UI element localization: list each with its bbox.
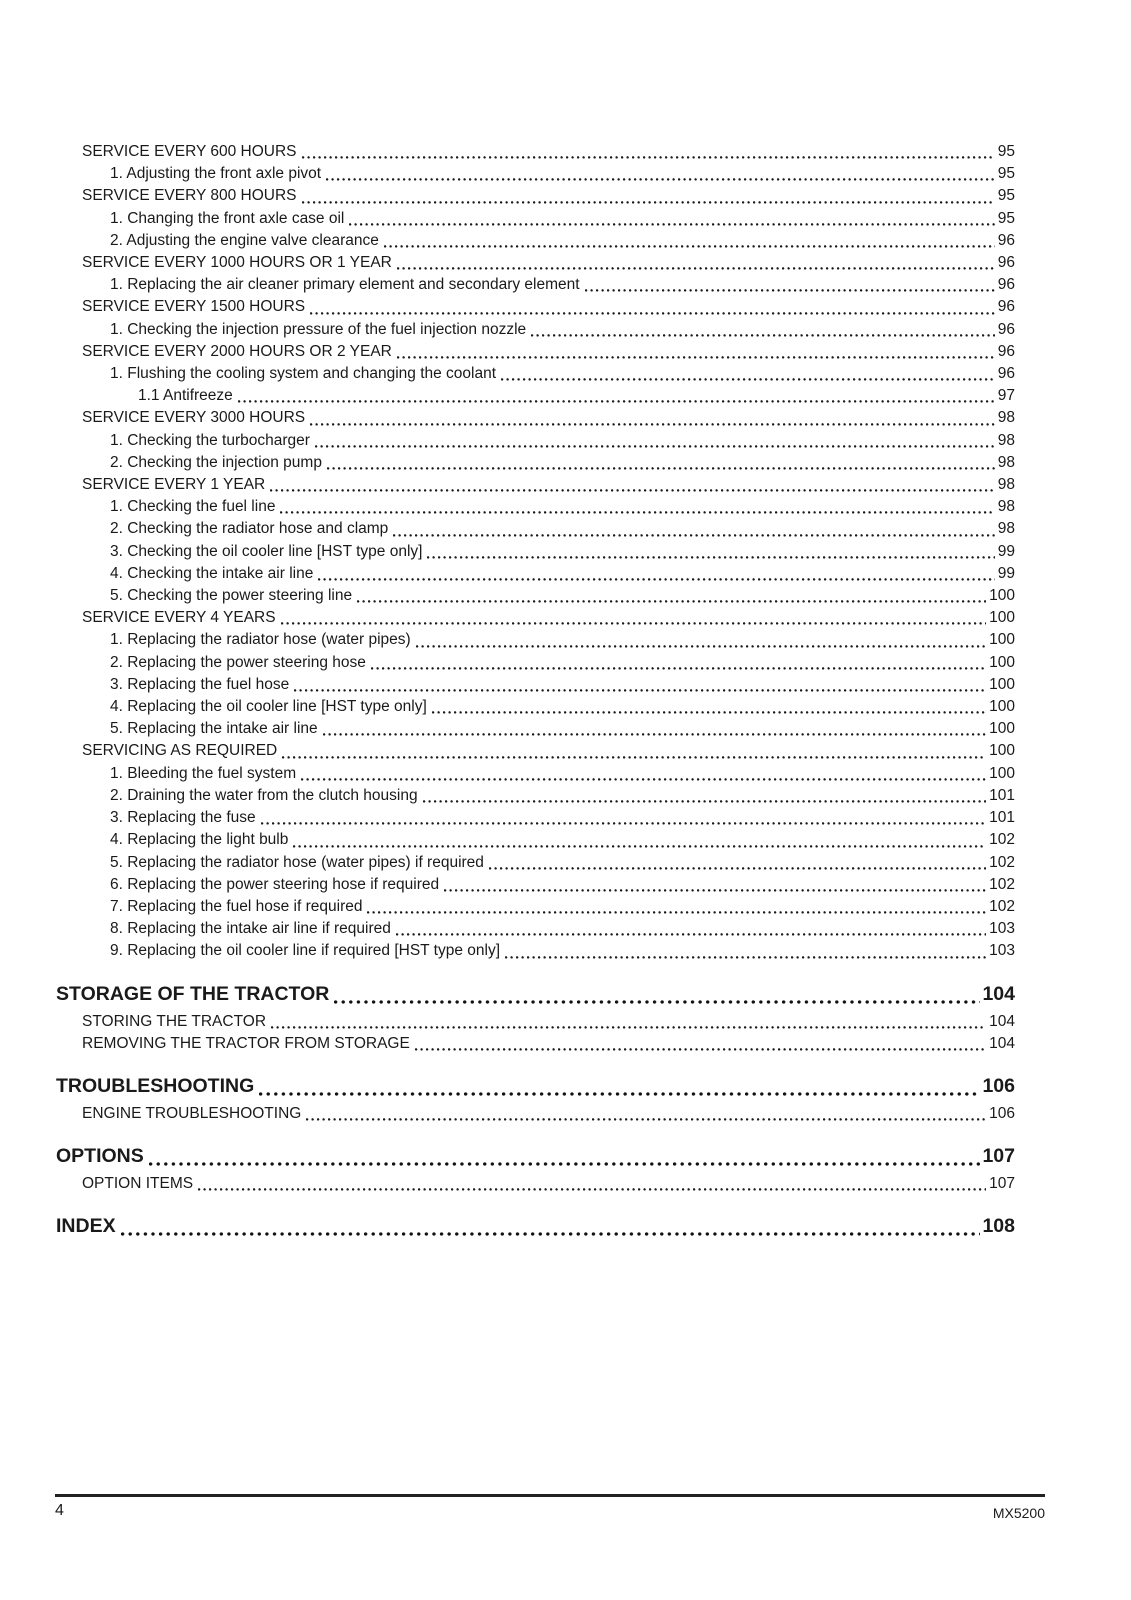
dot-leader [326,178,995,181]
dot-leader [149,1162,981,1166]
toc-entry [56,940,1015,962]
toc-entry-page: 108 [982,1215,1015,1238]
dot-leader [327,467,995,470]
toc-entry-label: 4. Replacing the light bulb [110,831,289,849]
toc-entry [56,652,1015,674]
toc-entry [56,252,1015,274]
toc-entry-label: 1. Adjusting the front axle pivot [110,165,322,183]
dot-leader [306,1118,986,1121]
dot-leader [323,733,986,736]
toc-entry-page: 102 [989,853,1015,871]
toc-entry-page: 103 [989,920,1015,938]
toc-entry [56,607,1015,629]
toc-entry-page: 102 [989,831,1015,849]
toc-entry [56,452,1015,474]
dot-leader [415,1048,986,1051]
toc-entry-page: 104 [989,1034,1015,1052]
toc-entry [56,696,1015,718]
toc-entry-page: 98 [997,431,1015,449]
toc-entry-page: 98 [997,476,1015,494]
dot-leader [281,622,987,625]
toc-entry [56,141,1015,163]
toc-entry-page: 100 [989,587,1015,605]
dot-leader [531,334,995,337]
toc-entry-label: SERVICE EVERY 2000 HOURS OR 2 YEAR [82,342,392,360]
toc-entry [56,363,1015,385]
dot-leader [349,223,994,226]
toc-entry-label: 1. Replacing the air cleaner primary element and secondary element [110,276,580,294]
toc-entry-page: 98 [997,498,1015,516]
toc-entry-label: 5. Replacing the intake air line [110,720,318,738]
toc-entry-label: SERVICE EVERY 1500 HOURS [82,298,306,316]
dot-leader [501,378,995,381]
toc-entry-page: 102 [989,875,1015,893]
toc-entry-page: 95 [997,209,1015,227]
dot-leader [432,711,986,714]
dot-leader [393,534,994,537]
toc-entry-page: 95 [997,165,1015,183]
toc-entry-label: 2. Draining the water from the clutch housing [110,786,418,804]
toc-entry-page: 106 [989,1104,1015,1122]
toc-entry-page: 99 [997,542,1015,560]
toc-entry-label: ENGINE TROUBLESHOOTING [82,1104,302,1122]
footer-model-label: MX5200 [992,1505,1045,1521]
toc-entry-page: 95 [997,187,1015,205]
toc-entry [56,518,1015,540]
toc-entry-label: 4. Replacing the oil cooler line [HST type only] [110,698,427,716]
toc-entry-label: 1. Checking the fuel line [110,498,276,516]
toc-entry [56,896,1015,918]
toc-entry [56,296,1015,318]
toc-entry [56,430,1015,452]
toc-entry-page: 100 [989,609,1015,627]
toc-entry-page: 107 [982,1145,1015,1168]
toc-entry-page: 106 [982,1074,1015,1097]
toc-entry-label: 1. Changing the front axle case oil [110,209,345,227]
toc-entry-page: 100 [989,653,1015,671]
toc-entry [56,874,1015,896]
toc-entry-label: 6. Replacing the power steering hose if required [110,875,440,893]
footer-divider [55,1494,1045,1497]
toc-entry-label: 1. Replacing the radiator hose (water pipes) [110,631,411,649]
toc-entry [56,163,1015,185]
footer-page-number: 4 [55,1502,64,1519]
dot-leader [334,1000,980,1004]
dot-leader [315,445,995,448]
toc-entry-label: 1.1 Antifreeze [138,387,233,405]
dot-leader [261,822,987,825]
toc-entry [56,740,1015,762]
toc-entry-page: 96 [997,254,1015,272]
toc-entry-page: 95 [997,143,1015,160]
toc-entry [56,474,1015,496]
toc-entry [56,385,1015,407]
dot-leader [310,423,995,426]
toc-entry [56,763,1015,785]
toc-entry [56,852,1015,874]
table-of-contents [56,141,1015,1243]
toc-entry-page: 104 [982,982,1015,1005]
toc-entry-page: 98 [997,409,1015,427]
toc-entry [56,1071,1015,1101]
toc-entry [56,718,1015,740]
dot-leader [121,1232,981,1236]
toc-entry [56,230,1015,252]
dot-leader [397,267,995,270]
dot-leader [310,312,995,315]
toc-entry-label: REMOVING THE TRACTOR FROM STORAGE [82,1034,410,1052]
toc-entry-page: 98 [997,453,1015,471]
toc-entry [56,1141,1015,1171]
dot-leader [294,689,986,692]
toc-entry-page: 96 [997,320,1015,338]
dot-leader [302,156,995,159]
dot-leader [505,956,986,959]
dot-leader [259,1092,980,1096]
toc-entry-page: 100 [989,742,1015,760]
toc-entry-page: 96 [997,276,1015,294]
dot-leader [198,1188,986,1191]
toc-entry [56,341,1015,363]
dot-leader [301,778,986,781]
toc-entry [56,185,1015,207]
toc-entry-label: OPTIONS [56,1145,144,1168]
toc-entry-page: 102 [989,897,1015,915]
toc-entry [56,1103,1015,1125]
toc-entry [56,1173,1015,1195]
toc-entry-page: 96 [997,365,1015,383]
toc-entry-page: 96 [997,342,1015,360]
toc-entry-label: 1. Bleeding the fuel system [110,764,297,782]
dot-leader [238,400,995,403]
toc-entry-label: 5. Checking the power steering line [110,587,353,605]
toc-entry-label: 5. Replacing the radiator hose (water pipes) if required [110,853,484,871]
toc-entry-page: 99 [997,564,1015,582]
toc-entry-label: 2. Adjusting the engine valve clearance [110,231,379,249]
dot-leader [271,1026,986,1029]
dot-leader [270,489,995,492]
toc-entry [56,674,1015,696]
toc-entry [56,918,1015,940]
toc-entry [56,585,1015,607]
toc-entry-label: 3. Replacing the fuel hose [110,675,290,693]
toc-entry-label: 4. Checking the intake air line [110,564,314,582]
dot-leader [318,578,994,581]
toc-entry-page: 100 [989,720,1015,738]
dot-leader [371,667,986,670]
toc-entry-label: 2. Replacing the power steering hose [110,653,366,671]
toc-entry [56,319,1015,341]
toc-entry-label: SERVICING AS REQUIRED [82,742,278,760]
dot-leader [293,845,986,848]
toc-entry-label: 3. Replacing the fuse [110,809,256,827]
toc-entry-page: 100 [989,764,1015,782]
toc-entry [56,1211,1015,1241]
toc-entry-label: 2. Checking the injection pump [110,453,322,471]
toc-entry [56,407,1015,429]
toc-entry [56,979,1015,1009]
dot-leader [367,911,986,914]
toc-entry-label: SERVICE EVERY 4 YEARS [82,609,276,627]
dot-leader [489,867,986,870]
dot-leader [280,511,994,514]
toc-entry-label: 9. Replacing the oil cooler line if required [HST type only] [110,942,501,960]
toc-entry [56,807,1015,829]
dot-leader [396,933,986,936]
toc-entry-label: 3. Checking the oil cooler line [HST type only] [110,542,423,560]
toc-entry-page: 107 [989,1175,1015,1193]
toc-entry-label: 2. Checking the radiator hose and clamp [110,520,389,538]
toc-entry-label: SERVICE EVERY 1 YEAR [82,476,266,494]
toc-entry [56,1033,1015,1055]
toc-entry-page: 97 [997,387,1015,405]
toc-entry-label: SERVICE EVERY 800 HOURS [82,187,297,205]
toc-entry-label: STORING THE TRACTOR [82,1012,267,1030]
toc-entry-page: 100 [989,698,1015,716]
dot-leader [423,800,987,803]
toc-entry [56,563,1015,585]
toc-entry-label: 1. Checking the turbocharger [110,431,310,449]
toc-entry-page: 98 [997,520,1015,538]
toc-entry [56,274,1015,296]
toc-entry [56,829,1015,851]
dot-leader [282,756,986,759]
toc-entry-page: 103 [989,942,1015,960]
dot-leader [357,600,986,603]
toc-entry-page: 96 [997,231,1015,249]
toc-entry-page: 100 [989,631,1015,649]
toc-entry [56,629,1015,651]
toc-entry-label: OPTION ITEMS [82,1175,194,1193]
toc-entry-page: 100 [989,675,1015,693]
toc-entry [56,1011,1015,1033]
toc-entry-page: 101 [989,786,1015,804]
toc-entry [56,541,1015,563]
toc-entry-label: STORAGE OF THE TRACTOR [56,982,330,1005]
dot-leader [427,556,994,559]
dot-leader [416,645,986,648]
toc-entry-page: 104 [989,1012,1015,1030]
dot-leader [384,245,995,248]
toc-entry-label: SERVICE EVERY 600 HOURS [82,143,297,160]
toc-entry-label: INDEX [56,1215,116,1238]
dot-leader [302,201,995,204]
toc-entry-label: 1. Flushing the cooling system and changing the coolant [110,365,497,383]
dot-leader [397,356,995,359]
toc-entry-label: 1. Checking the injection pressure of the fuel injection nozzle [110,320,527,338]
toc-entry-page: 96 [997,298,1015,316]
toc-entry-label: TROUBLESHOOTING [56,1074,255,1097]
toc-entry-label: 8. Replacing the intake air line if required [110,920,391,938]
dot-leader [585,289,995,292]
toc-entry-label: 7. Replacing the fuel hose if required [110,897,363,915]
toc-entry-label: SERVICE EVERY 3000 HOURS [82,409,306,427]
toc-entry [56,496,1015,518]
toc-entry [56,208,1015,230]
toc-entry-page: 101 [989,809,1015,827]
toc-entry [56,785,1015,807]
dot-leader [444,889,986,892]
toc-entry-label: SERVICE EVERY 1000 HOURS OR 1 YEAR [82,254,392,272]
